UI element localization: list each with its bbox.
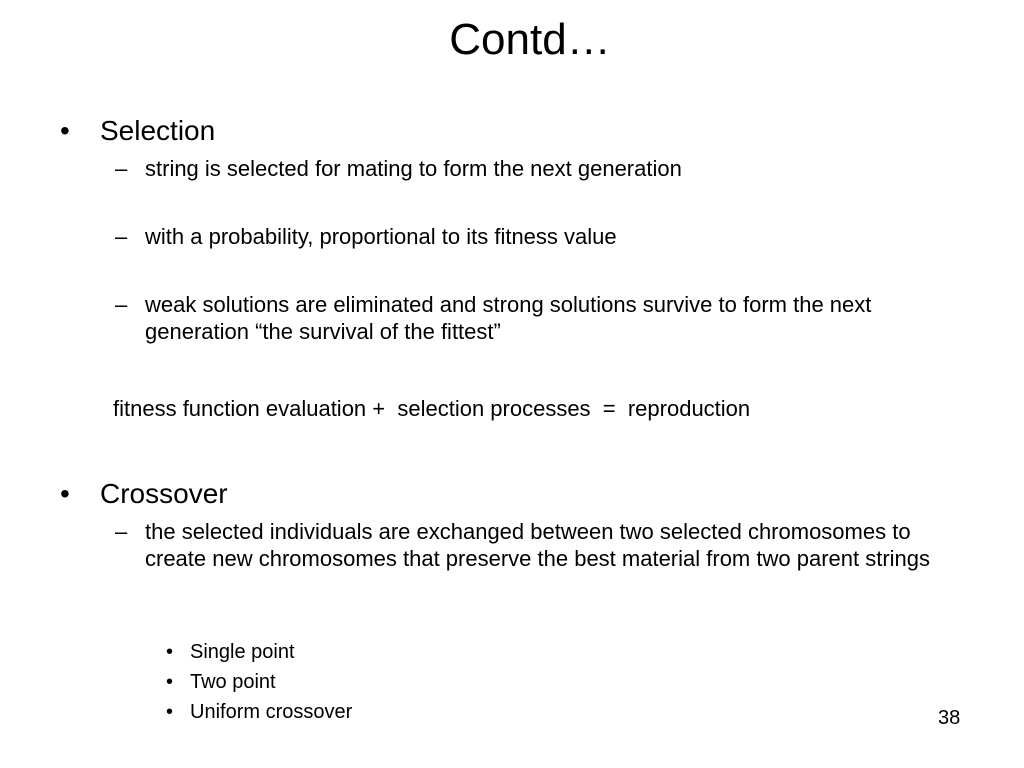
dash-marker: –: [115, 156, 128, 181]
crossover-type-label: Single point: [190, 641, 295, 663]
sub-bullet-exchanged: [115, 518, 945, 572]
bullet-marker: •: [166, 671, 174, 693]
slide-title: Contd…: [449, 15, 611, 64]
dash-marker: –: [115, 224, 128, 249]
page-number: 38: [938, 707, 961, 729]
bullet-label-selection: Selection: [100, 115, 216, 146]
bullet-marker: •: [166, 701, 174, 723]
sub-bullet-text: string is selected for mating to form the next generation: [145, 156, 682, 181]
crossover-type-label: Uniform crossover: [190, 701, 353, 723]
bullet-marker: •: [166, 641, 174, 663]
bullet-label-crossover: Crossover: [100, 478, 228, 509]
sub-bullet-text: weak solutions are eliminated and strong solutions survive to form the next generation “the survival of the fittest”: [145, 292, 872, 344]
sub-bullet-probability: [115, 223, 945, 250]
dash-marker: –: [115, 519, 128, 544]
bullet-marker: •: [60, 115, 70, 146]
sub-bullet-string-selected: [115, 155, 945, 182]
crossover-type-label: Two point: [190, 671, 276, 693]
sub-bullet-text: with a probability, proportional to its fitness value: [145, 224, 617, 249]
reproduction-formula: fitness function evaluation + selection processes = reproduction: [113, 396, 751, 421]
dash-marker: –: [115, 292, 128, 317]
bullet-marker: •: [60, 478, 70, 509]
sub-bullet-text: the selected individuals are exchanged between two selected chromosomes to create new chromosomes that preserve the best material from two parent strings: [145, 519, 931, 571]
sub-bullet-weak-solutions: [115, 291, 945, 345]
